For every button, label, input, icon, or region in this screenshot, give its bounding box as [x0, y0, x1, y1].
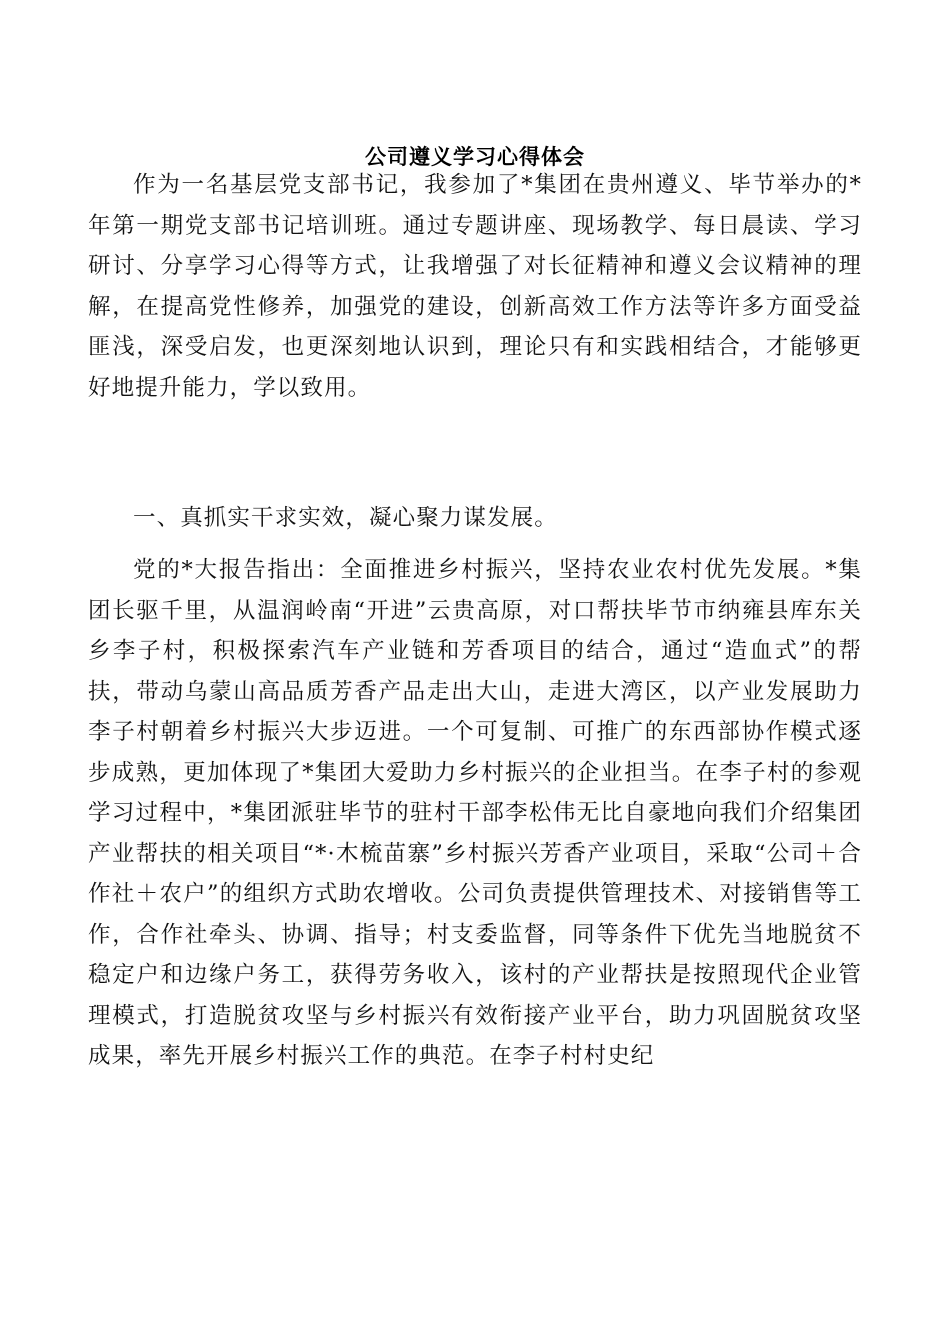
section-heading-text: 一、真抓实干求实效，凝心聚力谋发展。 [133, 505, 558, 531]
paragraph-intro [88, 165, 862, 408]
document-title: 公司遵义学习心得体会 [365, 145, 585, 169]
section-heading-1 [88, 498, 862, 539]
paragraph-text: 党的*大报告指出：全面推进乡村振兴，坚持农业农村优先发展。*集团长驱千里，从温润岭南“开进”云贵高原，对口帮扶毕节市纳雍县库东关乡李子村，积极探索汽车产业链和芳香项目的结合，通过“造血式”的帮扶，带动乌蒙山高品质芳香产品走出大山，走进大湾区，以产业发展助力李子村朝着乡村振兴大步迈进。一个可复制、可推广的东西部协作模式逐步成熟，更加体现了*集团大爱助力乡村振兴的企业担当。在李子村的参观学习过程中，*集团派驻毕节的驻村干部李松伟无比自豪地向我们介绍集团产业帮扶的相关项目“*·木梳苗寨”乡村振兴芳香产业项目，采取“公司＋合作社＋农户”的组织方式助农增收。公司负责提供管理技术、对接销售等工作，合作社牵头、协调、指导；村支委监督，同等条件下优先当地脱贫不稳定户和边缘户务工，获得劳务收入，该村的产业帮扶是按照现代企业管理模式，打造脱贫攻坚与乡村振兴有效衔接产业平台，助力巩固脱贫攻坚成果，率先开展乡村振兴工作的典范。在李子村村史纪 [88, 557, 862, 1069]
paragraph-section-1 [88, 550, 862, 1077]
paragraph-text: 作为一名基层党支部书记，我参加了*集团在贵州遵义、毕节举办的*年第一期党支部书记培训班。通过专题讲座、现场教学、每日晨读、学习研讨、分享学习心得等方式，让我增强了对长征精神和遵义会议精神的理解，在提高党性修养，加强党的建设，创新高效工作方法等许多方面受益匪浅，深受启发，也更深刻地认识到，理论只有和实践相结合，才能够更好地提升能力，学以致用。 [88, 172, 862, 401]
